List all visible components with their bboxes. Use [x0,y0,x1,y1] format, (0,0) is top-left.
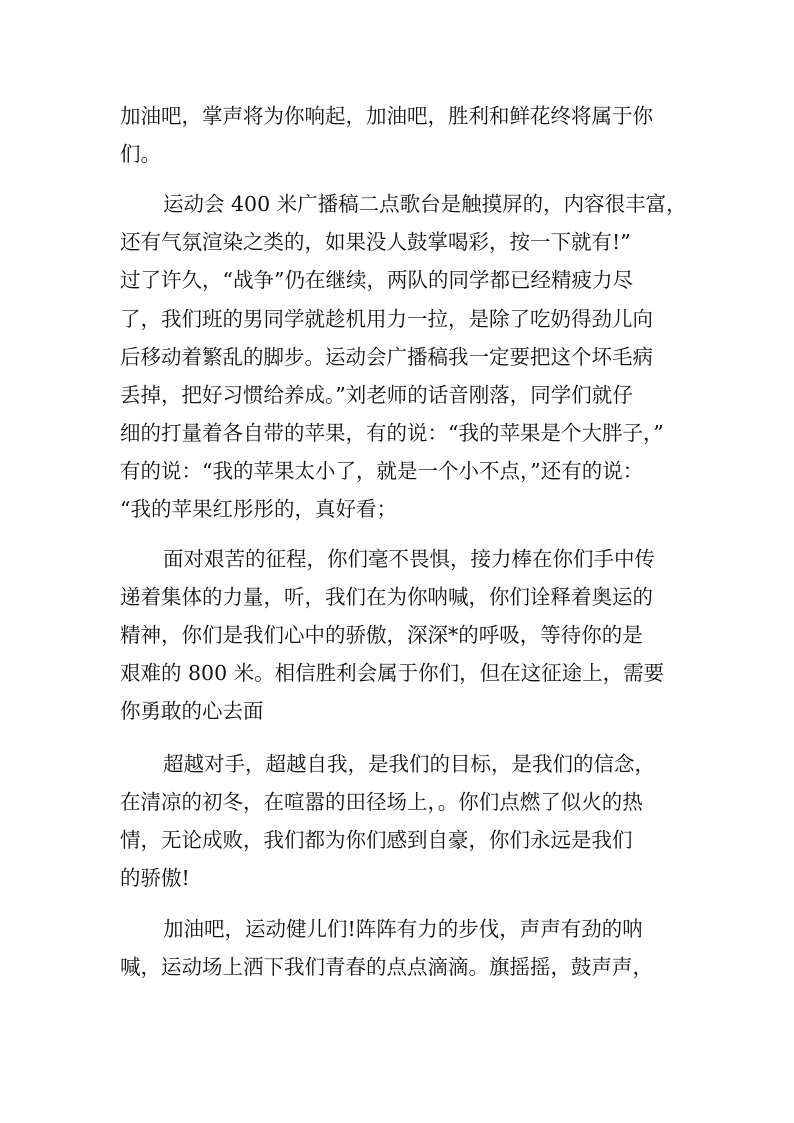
text-line: 加油吧，掌声将为你响起，加油吧，胜利和鲜花终将属于你 [120,104,653,128]
text-line: 精神，你们是我们心中的骄傲，深深*的呼吸，等待你的是 [120,623,643,647]
text-line: 情，无论成败，我们都为你们感到自豪，你们永远是我们 [120,828,633,852]
text-line: 细的打量着各自带的苹果，有的说：“我的苹果是个大胖子，” [120,421,664,445]
text-line: 的骄傲! [120,866,190,890]
text-line: 了，我们班的男同学就趁机用力一拉，是除了吃奶得劲儿向 [120,307,653,331]
paragraph-start-line: 超越对手，超越自我，是我们的目标，是我们的信念， [163,752,655,776]
paragraph-start-line: 加油吧，运动健儿们!阵阵有力的步伐，声声有劲的呐 [163,917,643,941]
text-line: 有的说：“我的苹果太小了，就是一个小不点，”还有的说： [120,459,644,483]
text-line: 还有气氛渲染之类的，如果没人鼓掌喝彩，按一下就有!” [120,230,631,254]
text-line: 递着集体的力量，听，我们在为你呐喊，你们诠释着奥运的 [120,585,653,609]
text-line: 们。 [120,142,161,166]
text-line: 后移动着繁乱的脚步。运动会广播稿我一定要把这个坏毛病 [120,345,653,369]
text-line: 艰难的 800 米。相信胜利会属于你们，但在这征途上，需要 [120,661,665,685]
text-line: 喊，运动场上洒下我们青春的点点滴滴。旗摇摇，鼓声声， [120,955,653,979]
paragraph-start-line: 运动会 400 米广播稿二点歌台是触摸屏的，内容很丰富， [163,192,687,216]
text-line: 你勇敢的心去面 [120,699,264,723]
paragraph-start-line: 面对艰苦的征程，你们毫不畏惧，接力棒在你们手中传 [163,547,655,571]
text-line: 过了许久，“战争”仍在继续，两队的同学都已经精疲力尽 [120,268,633,292]
text-line: “我的苹果红彤彤的，真好看； [120,497,397,521]
text-line: 在清凉的初冬，在喧嚣的田径场上，。你们点燃了似火的热 [120,790,643,814]
text-line: 丢掉，把好习惯给养成。”刘老师的话音刚落，同学们就仔 [120,383,633,407]
